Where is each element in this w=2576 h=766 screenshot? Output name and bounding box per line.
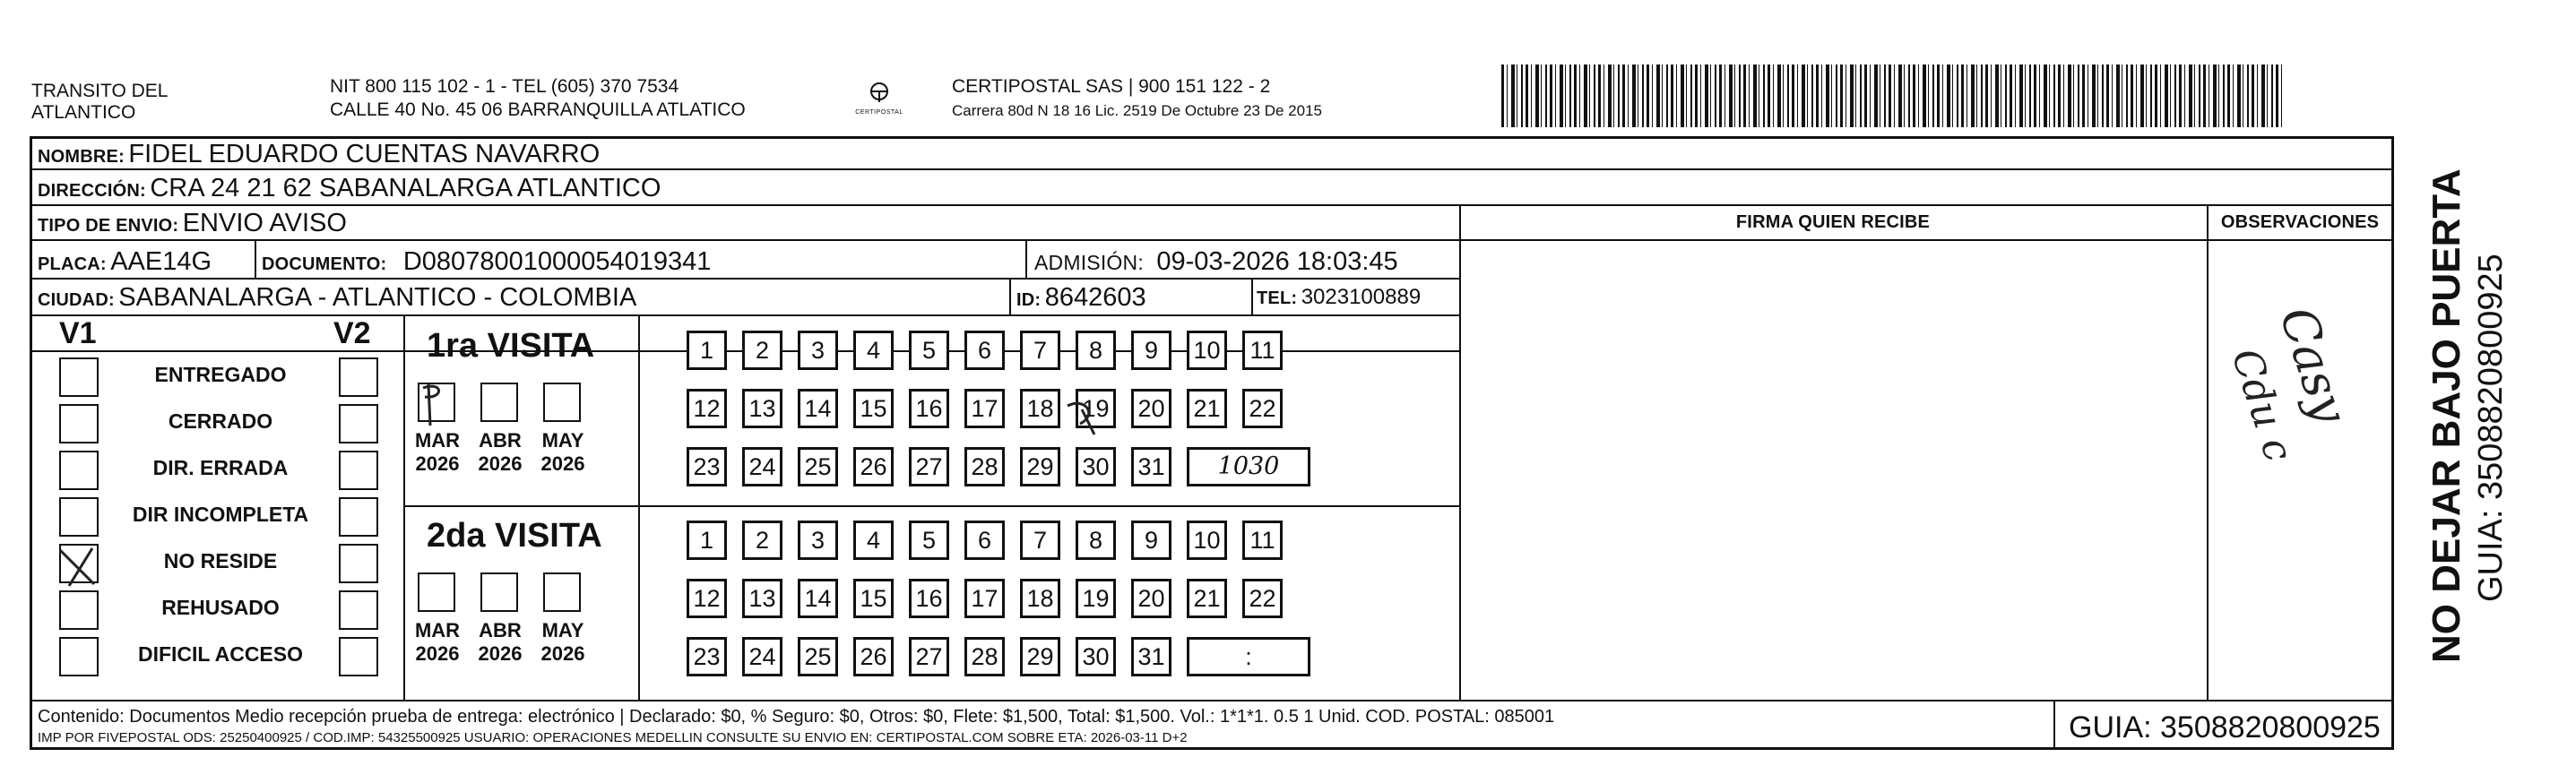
second-visit-day-6[interactable]: 6: [964, 521, 1005, 560]
admision-field: [1034, 246, 1398, 281]
first-visit-day-16[interactable]: 16: [909, 389, 949, 428]
status-label: NO RESIDE: [163, 549, 278, 572]
second-visit-year-label: 2026: [540, 642, 585, 665]
v1-checkbox-1[interactable]: [59, 357, 99, 397]
observation-note-2: Cdu c: [2222, 343, 2302, 468]
footer-contents: Contenido: Documentos Medio recepción prueba de entrega: electrónico | Declarado: $0, % Seguro: $0, Otros: $0, Flete: $1,500, Total: $1,500. Vol.: 1*1*1. 0.5 1 Unid. COD. POSTAL: 085001: [38, 707, 1555, 727]
first-visit-title: 1ra VISITA: [427, 327, 595, 365]
status-label: CERRADO: [168, 409, 273, 433]
status-label: REHUSADO: [161, 596, 280, 619]
first-visit-day-7[interactable]: 7: [1020, 331, 1060, 370]
documento-label: DOCUMENTO:: [262, 254, 387, 274]
first-visit-day-31[interactable]: 31: [1131, 447, 1171, 486]
documento-field: [262, 246, 711, 281]
tipo-value: ENVIO AVISO: [182, 209, 347, 237]
first-visit-day-28[interactable]: 28: [964, 447, 1005, 486]
second-visit-month-label: ABR: [479, 619, 522, 641]
second-visit-year-label: 2026: [415, 642, 460, 665]
footer-print-info: IMP POR FIVEPOSTAL ODS: 25250400925 / COD.IMP: 54325500925 USUARIO: OPERACIONES MEDELLIN CONSULTE SU ENVIO EN: CERTIPOSTAL.COM SOBRE ETA: 2026-03-11 D+2: [38, 730, 1188, 745]
second-visit-day-10[interactable]: 10: [1187, 521, 1227, 560]
second-visit-day-29[interactable]: 29: [1020, 637, 1060, 676]
first-visit-day-9[interactable]: 9: [1131, 331, 1171, 370]
second-visit-day-22[interactable]: 22: [1242, 579, 1283, 618]
status-label: DIR INCOMPLETA: [132, 503, 309, 526]
second-visit-day-20[interactable]: 20: [1131, 579, 1171, 618]
first-visit-day-4[interactable]: 4: [853, 331, 894, 370]
second-visit-day-28[interactable]: 28: [964, 637, 1005, 676]
first-visit-day-17[interactable]: 17: [964, 389, 1005, 428]
org-name-line2: ATLANTICO: [31, 102, 136, 123]
address-line: CALLE 40 No. 45 06 BARRANQUILLA ATLATICO: [330, 99, 746, 120]
second-visit-day-9[interactable]: 9: [1131, 521, 1171, 560]
second-visit-day-5[interactable]: 5: [909, 521, 949, 560]
first-visit-month-box-abr[interactable]: [480, 383, 518, 422]
admision-value: 09-03-2026 18:03:45: [1156, 247, 1398, 276]
day-17-mark: [1059, 397, 1103, 440]
first-visit-day-22[interactable]: 22: [1242, 389, 1283, 428]
second-visit-day-7[interactable]: 7: [1020, 521, 1060, 560]
second-visit-month-label: MAY: [541, 619, 584, 641]
first-visit-year-label: 2026: [415, 452, 460, 475]
second-visit-day-2[interactable]: 2: [742, 521, 782, 560]
admision-label: ADMISIÓN:: [1034, 251, 1144, 274]
tel-label: TEL:: [1257, 288, 1298, 308]
no-reside-check-mark: [56, 545, 99, 588]
first-visit-day-26[interactable]: 26: [853, 447, 894, 486]
second-visit-month-label: MAR: [414, 619, 461, 641]
v2-checkbox-5[interactable]: [339, 544, 378, 583]
second-visit-day-13[interactable]: 13: [742, 579, 782, 618]
second-visit-day-27[interactable]: 27: [909, 637, 949, 676]
second-visit-day-14[interactable]: 14: [798, 579, 838, 618]
first-visit-day-10[interactable]: 10: [1187, 331, 1227, 370]
tipo-envio-field: [38, 208, 347, 243]
first-visit-day-18[interactable]: 18: [1020, 389, 1060, 428]
v2-checkbox-6[interactable]: [339, 590, 378, 630]
first-visit-year-label: 2026: [478, 452, 523, 475]
v1-header: V1: [59, 316, 97, 350]
second-visit-day-31[interactable]: 31: [1131, 637, 1171, 676]
second-visit-day-19[interactable]: 19: [1076, 579, 1116, 618]
first-visit-year-label: 2026: [540, 452, 585, 475]
first-visit-day-13[interactable]: 13: [742, 389, 782, 428]
second-visit-day-17[interactable]: 17: [964, 579, 1005, 618]
v2-header: V2: [333, 316, 371, 350]
v2-checkbox-4[interactable]: [339, 497, 378, 537]
status-label: DIR. ERRADA: [152, 456, 289, 479]
second-visit-day-16[interactable]: 16: [909, 579, 949, 618]
second-visit-year-label: 2026: [478, 642, 523, 665]
org-name-line1: TRANSITO DEL: [31, 81, 169, 101]
ciudad-label: CIUDAD:: [38, 290, 115, 310]
status-label: DIFICIL ACCESO: [137, 642, 303, 666]
certipostal-logo: [856, 77, 903, 122]
tipo-label: TIPO DE ENVIO:: [38, 216, 179, 236]
id-value: 8642603: [1044, 283, 1146, 312]
observaciones-header: OBSERVACIONES: [2220, 212, 2380, 232]
second-visit-title: 2da VISITA: [427, 517, 602, 555]
first-visit-month-box-may[interactable]: [543, 383, 581, 422]
v2-checkbox-7[interactable]: [339, 637, 378, 676]
second-visit-day-24[interactable]: 24: [742, 637, 782, 676]
v1-checkbox-3[interactable]: [59, 451, 99, 490]
first-visit-day-27[interactable]: 27: [909, 447, 949, 486]
second-visit-day-1[interactable]: 1: [687, 521, 727, 560]
delivery-form: [30, 136, 2394, 750]
second-visit-day-4[interactable]: 4: [853, 521, 894, 560]
nombre-field: [38, 139, 600, 174]
direccion-value: CRA 24 21 62 SABANALARGA ATLANTICO: [150, 174, 661, 202]
placa-value: AAE14G: [110, 247, 212, 276]
second-visit-time-box[interactable]: :: [1187, 637, 1310, 676]
first-visit-month-label: ABR: [479, 429, 522, 452]
v1-checkbox-6[interactable]: [59, 590, 99, 630]
v2-checkbox-1[interactable]: [339, 357, 378, 397]
barcode: [1501, 65, 2286, 127]
footer-guia: GUIA: 3508820800925: [2069, 710, 2381, 744]
placa-field: [38, 246, 212, 281]
first-visit-day-11[interactable]: 11: [1242, 331, 1283, 370]
first-visit-day-5[interactable]: 5: [909, 331, 949, 370]
documento-value: D08078001000054019341: [402, 247, 712, 276]
nombre-label: NOMBRE:: [38, 147, 125, 167]
v1-checkbox-2[interactable]: [59, 404, 99, 443]
second-visit-day-23[interactable]: 23: [687, 637, 727, 676]
ciudad-field: [38, 282, 636, 317]
second-visit-month-box-mar[interactable]: [418, 572, 455, 612]
v2-checkbox-2[interactable]: [339, 404, 378, 443]
first-visit-day-8[interactable]: 8: [1076, 331, 1116, 370]
first-visit-time-box[interactable]: 1030: [1187, 447, 1310, 486]
second-visit-day-25[interactable]: 25: [798, 637, 838, 676]
v2-checkbox-3[interactable]: [339, 451, 378, 490]
second-visit-day-3[interactable]: 3: [798, 521, 838, 560]
second-visit-day-26[interactable]: 26: [853, 637, 894, 676]
tel-value: 3023100889: [1301, 285, 1422, 309]
ciudad-value: SABANALARGA - ATLANTICO - COLOMBIA: [118, 283, 637, 312]
second-visit-month-box-abr[interactable]: [480, 572, 518, 612]
first-visit-day-19[interactable]: 19: [1076, 389, 1116, 428]
first-visit-day-3[interactable]: 3: [798, 331, 838, 370]
mar-first-visit-mark: [416, 381, 470, 429]
first-visit-day-25[interactable]: 25: [798, 447, 838, 486]
first-visit-month-label: MAR: [414, 429, 461, 452]
first-visit-day-2[interactable]: 2: [742, 331, 782, 370]
first-visit-day-24[interactable]: 24: [742, 447, 782, 486]
second-visit-day-18[interactable]: 18: [1020, 579, 1060, 618]
second-visit-month-box-may[interactable]: [543, 572, 581, 612]
first-visit-day-14[interactable]: 14: [798, 389, 838, 428]
nit-line: NIT 800 115 102 - 1 - TEL (605) 370 7534: [330, 76, 679, 97]
observation-note-1: Casy: [2269, 300, 2359, 430]
second-visit-day-30[interactable]: 30: [1076, 637, 1116, 676]
id-field: [1016, 282, 1146, 317]
side-guia: GUIA: 3508820800925: [2472, 254, 2510, 602]
first-visit-day-15[interactable]: 15: [853, 389, 894, 428]
side-warning: NO DEJAR BAJO PUERTA: [2425, 168, 2468, 663]
company-line: CERTIPOSTAL SAS | 900 151 122 - 2: [952, 76, 1271, 97]
first-visit-month-label: MAY: [541, 429, 584, 452]
direccion-label: DIRECCIÓN:: [38, 181, 146, 201]
second-visit-day-15[interactable]: 15: [853, 579, 894, 618]
tel-field: [1257, 282, 1421, 315]
second-visit-day-8[interactable]: 8: [1076, 521, 1116, 560]
first-visit-day-12[interactable]: 12: [687, 389, 727, 428]
status-label: ENTREGADO: [154, 363, 287, 386]
second-visit-day-11[interactable]: 11: [1242, 521, 1283, 560]
first-visit-day-29[interactable]: 29: [1020, 447, 1060, 486]
logo-text: CERTIPOSTAL: [855, 109, 903, 116]
v1-checkbox-7[interactable]: [59, 637, 99, 676]
firma-header: FIRMA QUIEN RECIBE: [1735, 212, 1931, 232]
v1-checkbox-4[interactable]: [59, 497, 99, 537]
first-visit-day-21[interactable]: 21: [1187, 389, 1227, 428]
placa-label: PLACA:: [38, 254, 107, 274]
direccion-field: [38, 173, 661, 208]
id-label: ID:: [1016, 290, 1042, 310]
first-visit-day-6[interactable]: 6: [964, 331, 1005, 370]
company-address: Carrera 80d N 18 16 Lic. 2519 De Octubre 23 De 2015: [952, 102, 1322, 119]
first-visit-day-1[interactable]: 1: [687, 331, 727, 370]
first-visit-day-30[interactable]: 30: [1076, 447, 1116, 486]
second-visit-day-21[interactable]: 21: [1187, 579, 1227, 618]
first-visit-day-23[interactable]: 23: [687, 447, 727, 486]
second-visit-day-12[interactable]: 12: [687, 579, 727, 618]
first-visit-day-20[interactable]: 20: [1131, 389, 1171, 428]
nombre-value: FIDEL EDUARDO CUENTAS NAVARRO: [128, 140, 601, 168]
